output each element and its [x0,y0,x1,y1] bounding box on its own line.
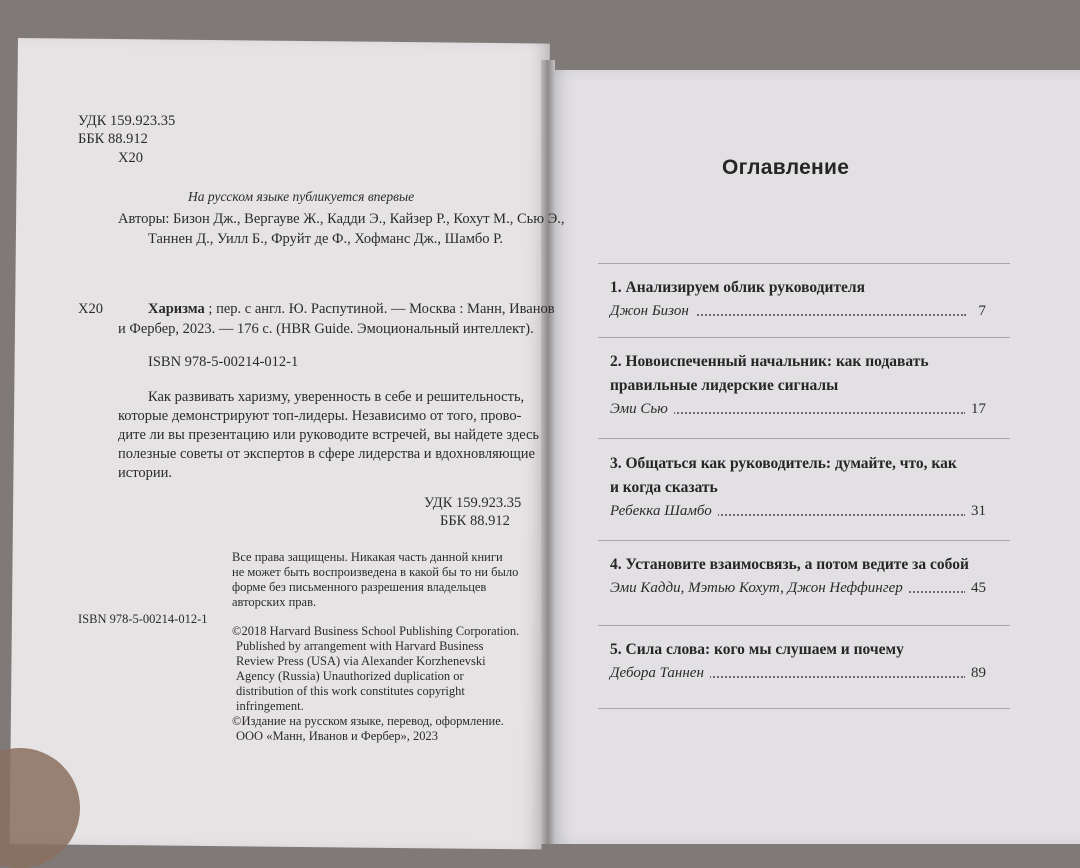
toc-divider [598,540,1010,541]
rights-line: авторских прав. [232,595,317,609]
toc-entry-author: Ребекка Шамбо [610,503,718,519]
toc-entry-heading: 5. Сила слова: кого мы слушаем и почему [610,641,904,658]
bbk-right: ББК 88.912 [440,513,510,529]
toc-entry-page: 17 [965,398,986,420]
toc-entry-heading: и когда сказать [610,479,718,496]
toc-entry-author: Дебора Таннен [610,665,710,681]
copyright-line: distribution of this work constitutes copyright [236,684,465,698]
toc-divider [598,708,1010,709]
book-title: Харизма [148,301,205,317]
toc-entry-page: 7 [973,300,987,322]
copyright-line: Published by arrangement with Harvard Business [236,639,484,653]
udk-right: УДК 159.923.35 [424,495,522,511]
toc-entry-heading: 3. Общаться как руководитель: думайте, что, как [610,455,957,472]
toc-entry-author: Джон Бизон [610,303,695,319]
bib-line-1 [148,300,555,318]
annotation-line: истории. [118,465,172,481]
toc-divider [598,263,1010,264]
toc-entry-heading: 1. Анализируем облик руководителя [610,279,866,296]
authors-line-2: Таннен Д., Уилл Б., Фруйт де Ф., Хофманс Дж., Шамбо Р. [148,231,504,247]
bib-line-1-rest: ; пер. с англ. Ю. Распутиной. — Москва : Манн, Иванов [204,301,555,317]
toc-entry-page: 89 [965,662,986,684]
first-publication-note: На русском языке публикуется впервые [188,189,415,204]
annotation-line: Как развивать харизму, уверенность в себе и решительность, [148,389,525,405]
rights-line: Все права защищены. Никакая часть данной книги [232,550,503,564]
toc-entry-line [610,500,1000,522]
author-mark: Х20 [118,150,143,166]
copyright-line: Agency (Russia) Unauthorized duplication or [236,669,464,683]
toc-divider [598,438,1010,439]
toc-entry [610,452,1000,522]
rights-line: форме без письменного разрешения владельцев [232,580,487,594]
toc-entry-line [610,662,1000,684]
toc-entry [610,276,1000,322]
toc-divider [598,337,1010,338]
toc-entry-line [610,300,1000,322]
book-gutter [541,60,555,844]
copyright-line: infringement. [236,699,304,713]
bbk-code: ББК 88.912 [78,131,148,147]
toc-title: Оглавление [722,156,850,179]
udk-code: УДК 159.923.35 [78,113,176,129]
toc-entry [610,350,1000,420]
toc-entry-page: 31 [965,500,986,522]
toc-entry-heading: 2. Новоиспеченный начальник: как подавать [610,353,929,370]
bib-line-2: и Фербер, 2023. — 176 с. (HBR Guide. Эмоциональный интеллект). [118,321,534,337]
toc-entry-author: Эми Сью [610,401,674,417]
copyright-line: ©Издание на русском языке, перевод, оформление. [232,714,504,728]
copyright-line: ©2018 Harvard Business School Publishing Corporation. [232,624,520,638]
toc-entry-heading: 4. Установите взаимосвязь, а потом ведите за собой [610,556,969,573]
toc-entry-page: 45 [965,577,986,599]
copyright-line: ООО «Манн, Иванов и Фербер», 2023 [236,729,439,743]
toc-entry-author: Эми Кадди, Мэтью Кохут, Джон Неффингер [610,580,909,596]
rights-line: не может быть воспроизведена в какой бы то ни было [232,565,519,579]
isbn-bottom: ISBN 978-5-00214-012-1 [78,612,208,626]
toc-divider [598,625,1010,626]
annotation-line: полезные советы от экспертов в сфере лидерства и вдохновляющие [118,446,535,462]
toc-entry [610,553,1000,599]
isbn-main: ISBN 978-5-00214-012-1 [148,354,299,370]
toc-entry-line [610,577,1000,599]
toc-entry [610,638,1000,684]
annotation-line: дите ли вы презентацию или руководите встречей, вы найдете здесь [118,427,540,443]
toc-entry-heading: правильные лидерские сигналы [610,377,839,394]
toc-entry-line [610,398,1000,420]
copyright-line: Review Press (USA) via Alexander Korzhenevski [236,654,486,668]
annotation-line: которые демонстрируют топ-лидеры. Независимо от того, прово- [118,408,522,424]
authors-line-1: Авторы: Бизон Дж., Вергауве Ж., Кадди Э., Кайзер Р., Кохут М., Сью Э., [118,211,565,227]
bib-mark: Х20 [78,301,103,317]
